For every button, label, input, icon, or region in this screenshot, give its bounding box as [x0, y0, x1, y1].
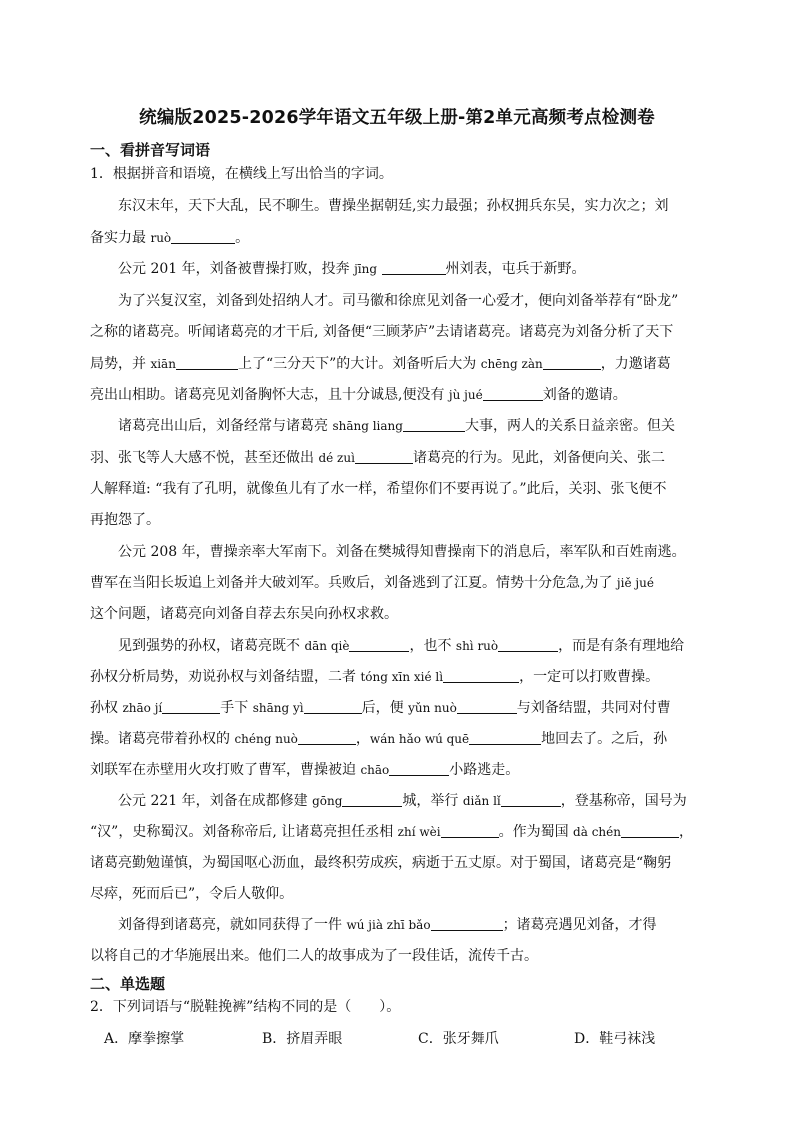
passage-line: 操。诸葛亮带着孙权的 chéng nuò ，wán hǎo wú quē 地回去了。之后，孙: [90, 731, 668, 747]
passage-line: 尽瘁，死而后已”，令后人敬仰。: [90, 886, 294, 902]
question-2-prompt: 2．下列词语与“脱鞋挽裤”结构不同的是（ ）。: [90, 999, 401, 1015]
question-1-prompt: 1．根据拼音和语境，在横线上写出恰当的字词。: [90, 166, 393, 182]
passage-line: 亮出山相助。诸葛亮见刘备胸怀大志，且十分诚恳,便没有 jù jué 刘备的邀请。: [90, 387, 627, 403]
passage-line: 刘备得到诸葛亮，就如同获得了一件 wú jià zhī bǎo ；诸葛亮遇见刘备，才得: [118, 917, 657, 933]
answer-blank[interactable]: [431, 915, 503, 931]
page-title: 统编版2025-2026学年语文五年级上册-第2单元高频考点检测卷: [139, 108, 655, 128]
passage-line: 为了兴复汉室，刘备到处招纳人才。司马徽和徐庶见刘备一心爱才，便向刘备举荐有“卧龙”: [118, 293, 679, 309]
answer-blank[interactable]: [304, 698, 362, 714]
passage-line: 再抱怨了。: [90, 512, 160, 528]
passage-line: 孙权 zhāo jí 手下 shāng yì 后，便 yǔn nuò 与刘备结盟，共同对付曹: [90, 700, 671, 716]
passage-line: 备实力最 ruò 。: [90, 230, 250, 246]
passage-line: 公元 201 年，刘备被曹操打败，投奔 jīng 州刘表，屯兵于新野。: [118, 261, 586, 277]
answer-blank[interactable]: [342, 791, 402, 807]
answer-blank[interactable]: [498, 636, 558, 652]
answer-blank[interactable]: [171, 228, 235, 244]
answer-blank[interactable]: [483, 385, 543, 401]
answer-blank[interactable]: [389, 760, 449, 776]
passage-line: 公元 208 年，曹操亲率大军南下。刘备在樊城得知曹操南下的消息后，率军队和百姓南逃。: [118, 544, 686, 560]
passage-line: 诸葛亮出山后，刘备经常与诸葛亮 shāng liang 大事，两人的关系日益亲密。但关: [118, 418, 675, 434]
answer-blank[interactable]: [176, 354, 238, 370]
answer-blank[interactable]: [298, 729, 356, 745]
passage-line: 人解释道: “我有了孔明，就像鱼儿有了水一样，希望你们不要再说了。”此后，关羽、张飞便不: [90, 481, 667, 497]
answer-blank[interactable]: [355, 448, 413, 464]
passage-line: 东汉末年，天下大乱，民不聊生。曹操坐据朝廷,实力最强；孙权拥兵东吴，实力次之；刘: [118, 198, 669, 214]
section-heading-1: 一、看拼音写词语: [90, 141, 211, 159]
answer-blank[interactable]: [501, 791, 561, 807]
answer-blank[interactable]: [441, 822, 499, 838]
answer-blank[interactable]: [443, 667, 519, 683]
passage-line: 以将自己的才华施展出来。他们二人的故事成为了一段佳话，流传千古。: [90, 948, 538, 964]
passage-line: “汉”，史称蜀汉。刘备称帝后, 让诸葛亮担任丞相 zhí wèi 。作为蜀国 dà chén ，: [90, 824, 693, 840]
passage-line: 曹军在当阳长坂追上刘备并大破刘军。兵败后，刘备逃到了江夏。情势十分危急,为了 jiě jué: [90, 575, 654, 591]
answer-blank[interactable]: [457, 698, 517, 714]
passage-line: 羽、张飞等人大感不悦，甚至还做出 dé zuì 诸葛亮的行为。见此，刘备便向关、张二: [90, 450, 665, 466]
passage-line: 公元 221 年，刘备在成都修建 gōng 城，举行 diǎn lǐ ，登基称帝，国号为: [118, 793, 687, 809]
passage-line: 孙权分析局势，劝说孙权与刘备结盟，二者 tóng xīn xié lì ，一定可以打败曹操。: [90, 669, 660, 685]
passage-line: 之称的诸葛亮。听闻诸葛亮的才干后, 刘备便“三顾茅庐”去请诸葛亮。诸葛亮为刘备分析了天下: [90, 324, 674, 340]
section-heading-2: 二、单选题: [90, 975, 166, 993]
answer-blank[interactable]: [543, 354, 601, 370]
answer-blank[interactable]: [469, 729, 541, 745]
passage-line: 这个问题，诸葛亮向刘备自荐去东吴向孙权求救。: [90, 606, 398, 622]
answer-blank[interactable]: [621, 822, 679, 838]
answer-blank[interactable]: [162, 698, 220, 714]
passage-line: 刘联军在赤壁用火攻打败了曹军，曹操被迫 chāo 小路逃走。: [90, 762, 520, 778]
option-c[interactable]: C．张牙舞爪: [418, 1031, 499, 1047]
option-d[interactable]: D．鞋弓袜浅: [574, 1031, 656, 1047]
passage-line: 见到强势的孙权，诸葛亮既不 dān qiè ，也不 shì ruò ，而是有条有理地给: [118, 638, 685, 654]
option-a[interactable]: A．摩拳擦掌: [104, 1031, 185, 1047]
answer-blank[interactable]: [403, 416, 465, 432]
answer-blank[interactable]: [382, 259, 446, 275]
passage-line: 局势，并 xiān 上了“三分天下”的大计。刘备听后大为 chēng zàn ，力邀诸葛: [90, 356, 671, 372]
option-b[interactable]: B．挤眉弄眼: [262, 1031, 343, 1047]
answer-blank[interactable]: [349, 636, 409, 652]
passage-line: 诸葛亮勤勉谨慎，为蜀国呕心沥血，最终积劳成疾，病逝于五丈原。对于蜀国，诸葛亮是“鞠躬: [90, 855, 672, 871]
